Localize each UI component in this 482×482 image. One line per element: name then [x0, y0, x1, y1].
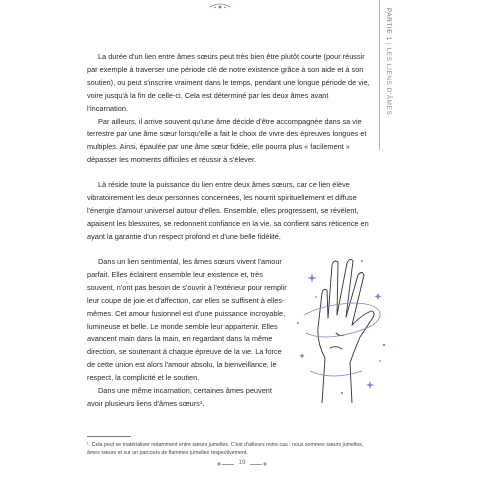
- paragraph: Par ailleurs, il arrive souvent qu'une âme décide d'être accompagnée dans sa vie terrestre par une âme sœur lorsqu'elle a fait le choix de vivre des épreuves longues et multiples. Ainsi, épaulée par une âme sœur fidèle, elle pourra plus « facilement » dépasser les moments difficiles et réussir à s'élever.: [87, 116, 367, 165]
- side-divider: [379, 0, 380, 150]
- paragraph: Là réside toute la puissance du lien entre deux âmes sœurs, car ce lien élève vibratoirement les deux personnes concernées, les nourrit spirituellement et diffuse l'énergie d'amour universel autour d'elles. Ensemble, elles progressent, se révèlent, apaisent les blessures, se redonnent confiance en la vie, sa confient sans réticence en ayant la garantie d'un respect profond et d'une belle fidélité.: [87, 180, 369, 241]
- text-block-3: [87, 256, 287, 411]
- footnote: ¹. Cela peut se matérialiser notamment entre sœurs jumelles. C'est d'ailleurs notre cas : nous sommes sœurs jumelles, âmes sœurs et sur un parcours de flammes jumelles respectivement.: [87, 442, 364, 457]
- paragraph: Dans une même incarnation, certaines âmes peuvent avoir plusieurs liens d'âmes sœurs¹.: [87, 386, 272, 408]
- text-block-2: [87, 179, 371, 244]
- running-header: PARTIE 1 | LES LIENS D'ÂMES: [385, 8, 392, 116]
- top-ornament-icon: [205, 2, 235, 12]
- page-folio: [200, 458, 284, 470]
- paragraph: Dans un lien sentimental, les âmes sœurs vivent l'amour parfait. Elles éclairent ensemble leur existence et, très souvent, n'ont pas besoin de s'ouvrir à l'extérieur pour remplir leur coupe de joie et d'affection, car elles se suffisent à elles-mêmes. Cet amour fusionnel est d'une puissance incroyable, lumineuse et belle. Le monde semble leur appartenir. Elles avancent main dans la main, en regardant dans la même direction, se soutenant à chaque épreuve de la vie. La force de cette union est alors l'amour absolu, la bienveillance, le respect, la complicité et le soutien.: [87, 257, 287, 383]
- text-block-1: [87, 51, 371, 167]
- folio-diamond-icon: [217, 462, 221, 466]
- paragraph: La durée d'un lien entre âmes sœurs peut très bien être plutôt courte (pour réussir par exemple à traverser une période clé de notre existence grâce à son aide et à son soutien), ou peut s'inscrire vraiment dans le temps, pendant une longue période de vie, voire jusqu'à la fin de celle-ci. Cela est déterminé par les deux âmes avant l'incarnation.: [87, 52, 370, 113]
- footnote-rule: [87, 436, 131, 437]
- page-number: 19: [238, 459, 246, 466]
- running-header-part: PARTIE 1: [385, 8, 392, 41]
- folio-dash: [250, 464, 262, 465]
- folio-diamond-icon: [263, 462, 267, 466]
- hand-stars-illustration: [292, 253, 392, 403]
- running-header-title: LES LIENS D'ÂMES: [385, 47, 392, 116]
